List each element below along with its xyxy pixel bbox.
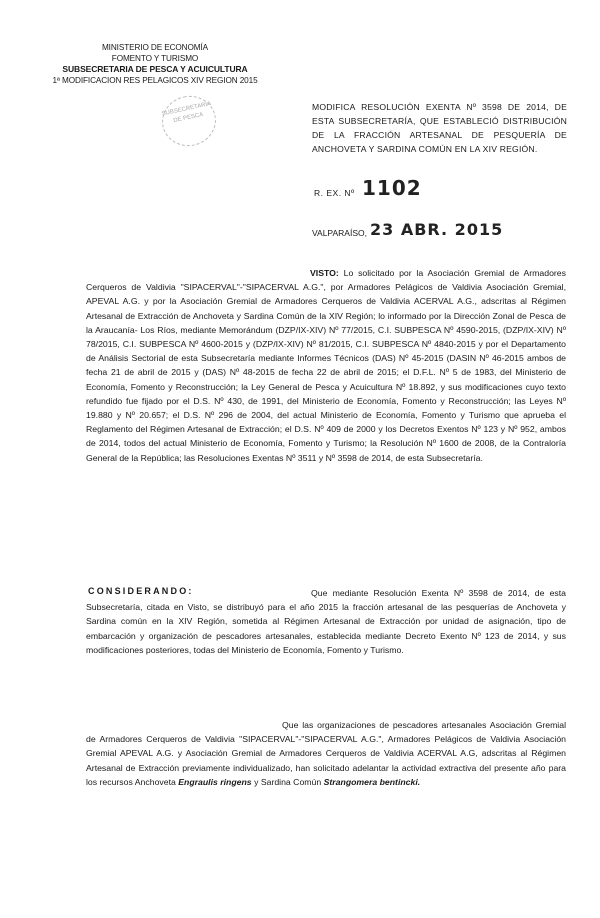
species-connector: y Sardina Común — [254, 776, 322, 787]
resolution-subject: MODIFICA RESOLUCIÓN EXENTA Nº 3598 DE 2014, DE ESTA SUBSECRETARÍA, QUE ESTABLECIÓ DISTRIBUCIÓN DE LA FRACCIÓN ARTESANAL DE PESQUERÍA DE ANCHOVETA Y SARDINA COMÚN EN LA XIV REGIÓN. — [312, 102, 567, 154]
stamp-text: SUBSECRETARIA DE PESCA — [161, 101, 212, 125]
official-stamp — [157, 91, 220, 151]
considerando-heading: CONSIDERANDO: — [88, 586, 194, 596]
resolution-label: R. EX. Nº — [314, 188, 355, 198]
visto-text: Lo solicitado por la Asociación Gremial de Armadores Cerqueros de Valdivia "SIPACERVAL"-"SIPACERVAL A.G.", por Armadores Pelágicos de Valdivia Asociación Gremial, APEVAL A.G. y por la Asociación Gremial de Armadores Cerqueros de Valdivia ACERVAL A.G., adscritas al Régimen Artesanal de Extracción de Anchoveta y Sardina Común de la XIV Región; lo informado por la Dirección Zonal de Pesca de la Araucanía- Los Ríos, mediante Memorándum (DZP/IX-XIV) Nº 77/2015, C.I. SUBPESCA Nº 4590-2015, (DZP/IX-XIV) Nº 78/2015, C.I. SUBPESCA Nº 4600-2015 y (DZP/IX-XIV) Nº 81/2015, C.I. SUBPESCA Nº 4840-2015 y por el Departamento de Análisis Sectorial de esta Subsecretaría mediante Informes Técnicos (DAS) Nº 45-2015 (DASIN Nº 46-2015 ambos de fecha 21 de abril de 2015 y (DAS) Nº 48-2015 de fecha 22 de abril de 2015; el D.F.L. Nº 5 de 1983, del Ministerio de Economía, Fomento y Reconstrucción; la Ley General de Pesca y Acuicultura Nº 18.892, y sus modificaciones cuyo texto refundido fue fijado por el D.S. Nº 430, de 1991, del Ministerio de Economía, Fomento y Reconstrucción; las Leyes Nº 19.880 y Nº 20.657; el D.S. Nº 296 de 2004, del actual Ministerio de Economía, Fomento y Turismo que aprueba el Reglamento del Régimen Artesanal de Extracción; el D.S. Nº 409 de 2000 y los Decretos Exentos Nº 123 y Nº 952, ambos de 2014, todos del actual Ministerio de Economía, Fomento y Turismo; la Resolución Nº 1600 de 2008, de la Contraloría General de la República; las Resoluciones Exentas Nº 3511 y Nº 3598 de 2014, de esta Subsecretaría. — [86, 268, 566, 463]
considerando-paragraph-1 — [86, 586, 566, 657]
resolution-number: 1102 — [362, 176, 422, 200]
date-stamp: 23 ABR. 2015 — [370, 220, 504, 239]
species-sardina: Strangomera bentincki. — [323, 776, 421, 787]
letterhead — [40, 42, 270, 86]
species-anchoveta: Engraulis ringens — [178, 776, 252, 787]
visto-paragraph — [86, 266, 566, 465]
subsecretaria-name: SUBSECRETARIA DE PESCA Y ACUICULTURA — [62, 64, 248, 74]
considerando-text-1: Que mediante Resolución Exenta Nº 3598 de 2014, de esta Subsecretaría, citada en Visto, se distribuyó para el año 2015 la fracción artesanal de las pesquerías de Anchoveta y Sardina común en la XIV Región, sometida al Régimen Artesanal de Extracción por unidad de asignación, tipo de embarcación y organización de pescadores artesanales, establecida mediante Decreto Exento Nº 123 de 2014, y sus modificaciones posteriores, todas del Ministerio de Economía, Fomento y Turismo. — [86, 588, 566, 655]
visto-label: VISTO: — [310, 268, 339, 278]
ministry-subtitle: FOMENTO Y TURISMO — [111, 54, 199, 63]
considerando-paragraph-2 — [86, 718, 566, 789]
ministry-name: MINISTERIO DE ECONOMÍA — [101, 43, 209, 52]
place: VALPARAÍSO, — [312, 228, 367, 238]
document-reference: 1ª MODIFICACION RES PELAGICOS XIV REGION 2015 — [52, 76, 258, 85]
considerando-text-2: Que las organizaciones de pescadores artesanales Asociación Gremial de Armadores Cerqueros de Valdivia "SIPACERVAL"-"SIPACERVAL A.G.", Armadores Pelágicos de Valdivia Asociación Gremial APEVAL A.G. y Asociación Gremial de Armadores Cerqueros de Valdivia ACERVAL A.G, adscritas al Régimen Artesanal de Extracción previamente individualizado, han solicitado adelantar la actividad extractiva del presente año para los recursos Anchoveta — [86, 720, 566, 787]
